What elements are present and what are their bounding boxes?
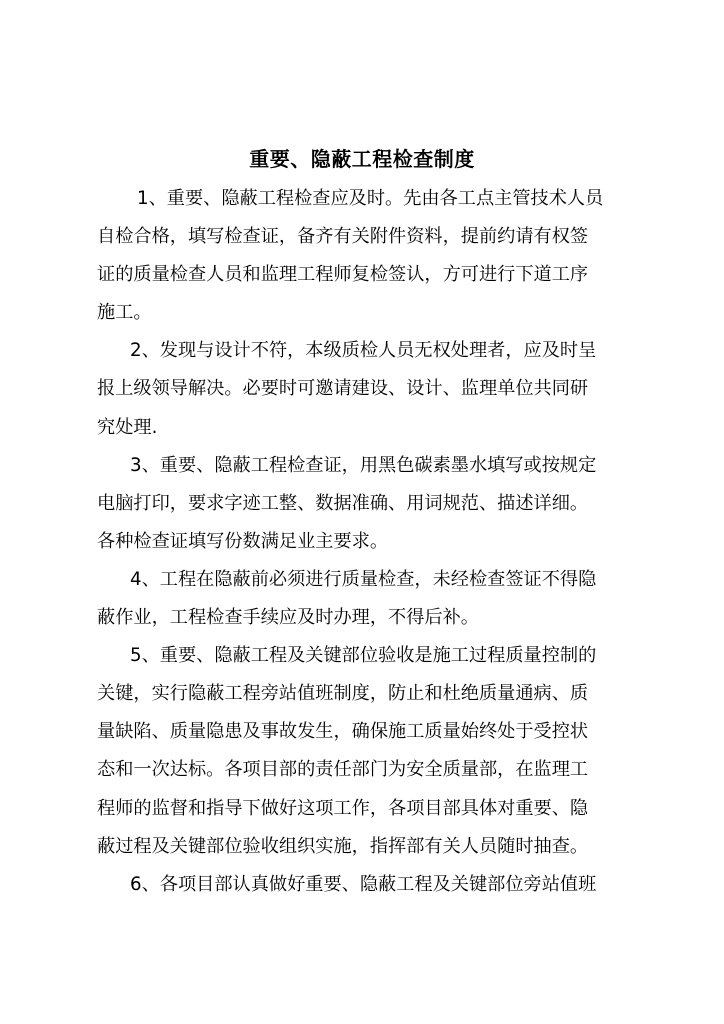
paragraph-line: 态和一次达标。各项目部的责任部门为安全质量部，在监理工 <box>97 759 589 781</box>
paragraph-line: 6、各项目部认真做好重要、隐蔽工程及关键部位旁站值班 <box>130 873 597 895</box>
paragraph-line: 自检合格，填写检查证，备齐有关附件资料，提前约请有权签 <box>97 226 589 248</box>
paragraph-line: 蔽作业，工程检查手续应及时办理，不得后补。 <box>97 607 479 629</box>
paragraph-line: 证的质量检查人员和监理工程师复检签认，方可进行下道工序 <box>97 264 589 286</box>
paragraph-line: 5、重要、隐蔽工程及关键部位验收是施工过程质量控制的 <box>130 645 597 667</box>
paragraph-line: 蔽过程及关键部位验收组织实施，指挥部有关人员随时抽查。 <box>97 835 589 857</box>
paragraph-line: 关键，实行隐蔽工程旁站值班制度，防止和杜绝质量通病、质 <box>97 683 589 705</box>
paragraph-line: 3、重要、隐蔽工程检查证，用黑色碳素墨水填写或按规定 <box>130 454 597 476</box>
paragraph-line: 程师的监督和指导下做好这项工作，各项目部具体对重要、隐 <box>97 797 589 819</box>
paragraph-line: 量缺陷、质量隐患及事故发生，确保施工质量始终处于受控状 <box>97 721 589 743</box>
paragraph-line: 4、工程在隐蔽前必须进行质量检查，未经检查签证不得隐 <box>130 568 597 590</box>
paragraph-5 <box>97 637 637 866</box>
paragraph-1 <box>97 180 637 332</box>
paragraph-6 <box>97 866 637 904</box>
paragraph-line: 究处理. <box>97 416 158 438</box>
paragraph-3 <box>97 447 637 561</box>
paragraph-line: 各种检查证填写份数满足业主要求。 <box>97 530 389 552</box>
paragraph-4 <box>97 561 637 637</box>
document-body <box>97 180 637 904</box>
paragraph-line: 电脑打印，要求字迹工整、数据准确、用词规范、描述详细。 <box>97 492 589 514</box>
paragraph-line: 施工。 <box>97 302 152 324</box>
document-title: 重要、隐蔽工程检查制度 <box>249 147 475 171</box>
paragraph-line: 2、发现与设计不符，本级质检人员无权处理者，应及时呈 <box>130 340 597 362</box>
paragraph-2 <box>97 332 637 446</box>
paragraph-line: 1、重要、隐蔽工程检查应及时。先由各工点主管技术人员 <box>137 188 604 209</box>
paragraph-line: 报上级领导解决。必要时可邀请建设、设计、监理单位共同研 <box>97 378 589 400</box>
